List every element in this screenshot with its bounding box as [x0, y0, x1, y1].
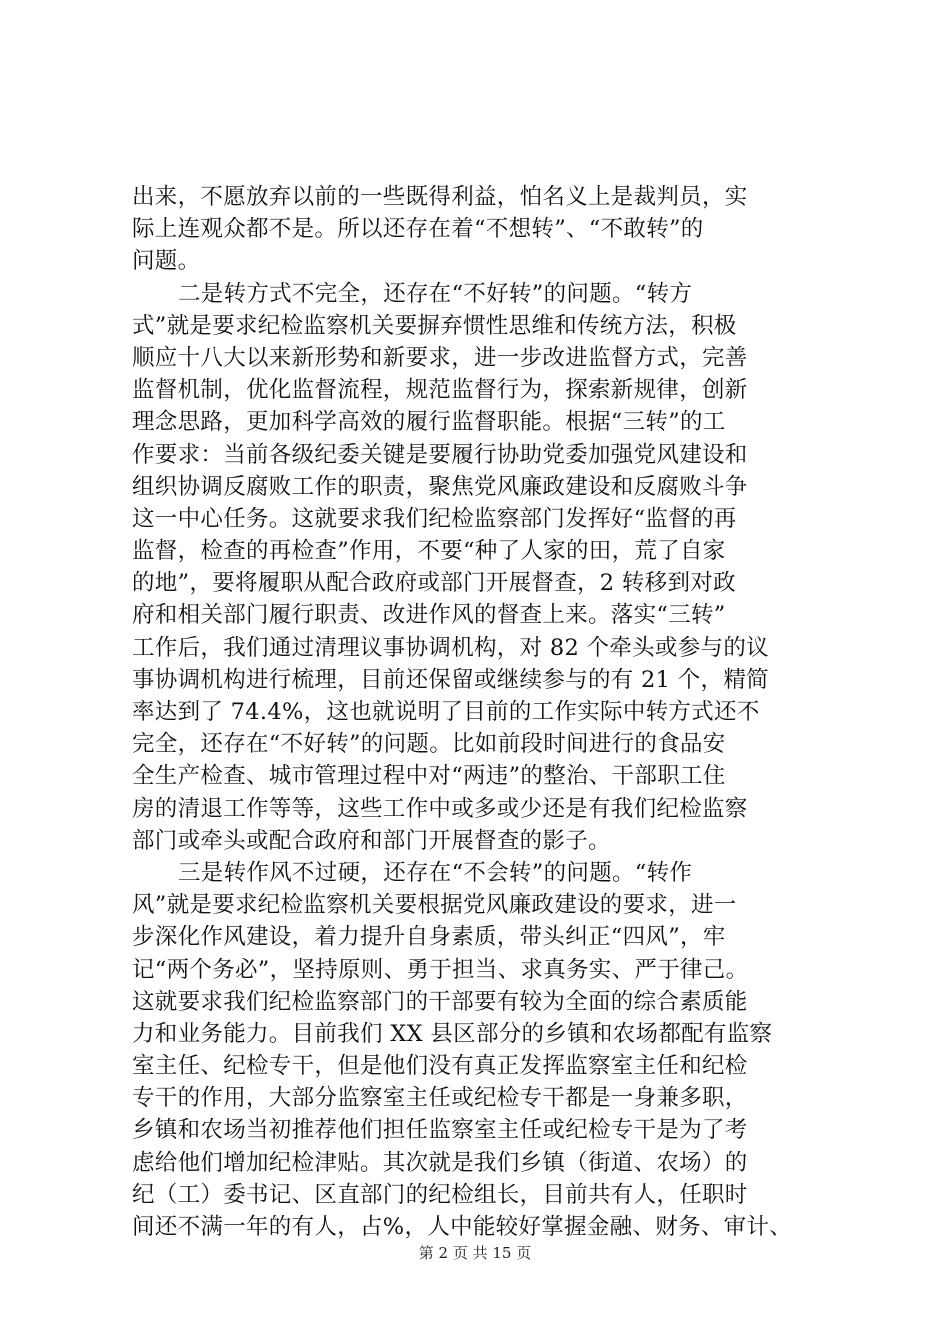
text-line: 的地”，要将履职从配合政府或部门开展督查，2 转移到对政: [132, 570, 736, 597]
paragraph-start-line: 二是转方式不完全，还存在“不好转”的问题。“转方: [178, 280, 693, 307]
page-footer: 第 2 页 共 15 页: [418, 1244, 532, 1262]
text-line: 监督，检查的再检查”作用，不要“种了人家的田，荒了自家: [132, 538, 726, 565]
text-line: 式”就是要求纪检监察机关要摒弃惯性思维和传统方法，积极: [132, 312, 737, 339]
text-line: 事协调机构进行梳理，目前还保留或继续参与的有 21 个，精简: [132, 666, 769, 693]
paragraph-start-line: 三是转作风不过硬，还存在“不会转”的问题。“转作: [178, 859, 693, 886]
text-line: 记“两个务必”，坚持原则、勇于担当、求真务实、严于律己。: [132, 956, 749, 983]
text-line: 步深化作风建设，着力提升自身素质，带头纠正“四风”，牢: [132, 924, 726, 951]
text-line: 房的清退工作等等，这些工作中或多或少还是有我们纪检监察: [132, 795, 748, 822]
text-line: 这就要求我们纪检监察部门的干部要有较为全面的综合素质能: [132, 988, 748, 1015]
text-line: 风”就是要求纪检监察机关要根据党风廉政建设的要求，进一: [132, 892, 737, 919]
text-line: 出来，不愿放弃以前的一些既得利益，怕名义上是裁判员，实: [132, 184, 748, 210]
text-line: 虑给他们增加纪检津贴。其次就是我们乡镇（街道、农场）的: [132, 1149, 748, 1176]
text-line: 纪（工）委书记、区直部门的纪检组长，目前共有人，任职时: [132, 1181, 748, 1208]
text-line: 专干的作用，大部分监察室主任或纪检专干都是一身兼多职，: [132, 1085, 748, 1112]
text-line: 际上连观众都不是。所以还存在着“不想转”、“不敢转”的: [132, 216, 704, 243]
text-line: 府和相关部门履行职责、改进作风的督查上来。落实“三转”: [132, 602, 726, 629]
text-line: 问题。: [132, 248, 201, 275]
text-line: 完全，还存在“不好转”的问题。比如前段时间进行的食品安: [132, 731, 726, 758]
text-line: 理念思路，更加科学高效的履行监督职能。根据“三转”的工: [132, 409, 726, 436]
text-line: 全生产检查、城市管理过程中对“两违”的整治、干部职工住: [132, 763, 726, 790]
text-line: 部门或牵头或配合政府和部门开展督查的影子。: [132, 827, 611, 854]
text-line: 工作后，我们通过清理议事协调机构，对 82 个牵头或参与的议: [132, 634, 769, 661]
text-line: 监督机制，优化监督流程，规范监督行为，探索新规律，创新: [132, 377, 748, 404]
body-text: [132, 181, 822, 1243]
text-line: 顺应十八大以来新形势和新要求，进一步改进监督方式，完善: [132, 344, 748, 371]
text-line: 乡镇和农场当初推荐他们担任监察室主任或纪检专干是为了考: [132, 1117, 748, 1144]
text-line: 组织协调反腐败工作的职责，聚焦党风廉政建设和反腐败斗争: [132, 473, 748, 500]
text-line: 作要求：当前各级纪委关键是要履行协助党委加强党风建设和: [132, 441, 748, 468]
text-line: 室主任、纪检专干，但是他们没有真正发挥监察室主任和纪检: [132, 1053, 748, 1080]
text-line: 力和业务能力。目前我们 XX 县区部分的乡镇和农场都配有监察: [132, 1020, 773, 1047]
text-line: 这一中心任务。这就要求我们纪检监察部门发挥好“监督的再: [132, 505, 737, 532]
text-line: 间还不满一年的有人，占%，人中能较好掌握金融、财务、审计、: [132, 1214, 793, 1240]
text-line: 率达到了 74.4%，这也就说明了目前的工作实际中转方式还不: [132, 699, 760, 725]
